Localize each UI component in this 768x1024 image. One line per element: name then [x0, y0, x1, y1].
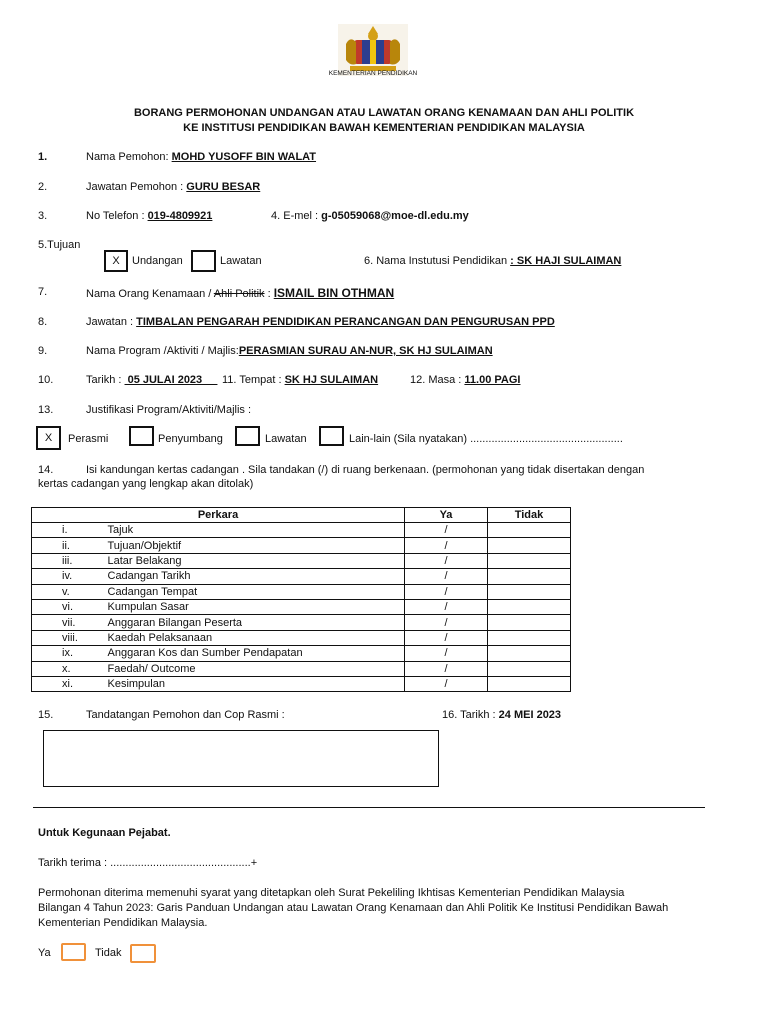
application-date-field — [442, 709, 561, 721]
field-3-number: 3. — [38, 210, 48, 222]
venue-label: 11. Tempat : — [222, 374, 285, 386]
officiate-check-mark: X — [44, 432, 53, 444]
logo-text: KEMENTERIAN PENDIDIKAN — [328, 70, 418, 77]
row-item: Anggaran Bilangan Peserta — [104, 615, 405, 630]
row-ya-cell[interactable]: / — [405, 538, 488, 553]
invitation-option-label: Undangan — [132, 255, 183, 267]
applicant-name-field — [86, 151, 316, 163]
program-name-value: PERASMIAN SURAU AN-NUR, SK HJ SULAIMAN — [238, 345, 493, 357]
row-tidak-cell[interactable] — [488, 584, 571, 599]
header-perkara: Perkara — [32, 508, 405, 523]
field-14-number: 14. — [38, 464, 54, 476]
office-use-title: Untuk Kegunaan Pejabat. — [38, 827, 171, 839]
applicant-name-value: MOHD YUSOFF BIN WALAT — [171, 151, 317, 163]
row-tidak-cell[interactable] — [488, 523, 571, 538]
approved-yes-checkbox[interactable] — [61, 943, 86, 961]
field-2-number: 2. — [38, 181, 48, 193]
applicant-position-value: GURU BESAR — [186, 181, 261, 193]
table-row — [32, 630, 571, 645]
row-item: Kumpulan Sasar — [104, 599, 405, 614]
venue-field — [222, 374, 378, 386]
program-name-field — [86, 345, 493, 357]
row-ya-cell[interactable]: / — [405, 676, 488, 691]
email-value: g-05059068@moe-dl.edu.my — [321, 210, 469, 222]
approved-no-label: Tidak — [95, 947, 122, 959]
row-number: ii. — [32, 538, 104, 553]
approved-no-checkbox[interactable] — [130, 944, 156, 963]
row-ya-cell[interactable]: / — [405, 630, 488, 645]
vip-position-value: TIMBALAN PENGARAH PENDIDIKAN PERANCANGAN DAN PENGURUSAN PPD — [136, 316, 555, 328]
row-number: x. — [32, 661, 104, 676]
others-checkbox[interactable] — [319, 426, 344, 446]
others-option-label: Lain-lain (Sila nyatakan) .................................................. — [349, 433, 623, 445]
applicant-name-label: Nama Pemohon: — [86, 151, 172, 163]
table-row — [32, 584, 571, 599]
institution-label: 6. Nama Instutusi Pendidikan — [364, 255, 511, 267]
form-title-line2: KE INSTITUSI PENDIDIKAN BAWAH KEMENTERIAN PENDIDIKAN MALAYSIA — [183, 122, 585, 134]
phone-field — [86, 210, 212, 222]
institution-field — [364, 255, 621, 267]
program-name-label: Nama Program /Aktiviti / Majlis: — [86, 345, 239, 357]
vip-name-label: Nama Orang Kenamaan / — [86, 288, 214, 300]
row-number: viii. — [32, 630, 104, 645]
applicant-position-field — [86, 181, 260, 193]
row-ya-cell[interactable]: / — [405, 553, 488, 568]
invitation-check-mark: X — [112, 255, 120, 267]
date-value: 05 JULAI 2023 — [124, 374, 218, 386]
vip-name-colon: : — [264, 288, 274, 300]
field-15-number: 15. — [38, 709, 54, 721]
visit-option-label: Lawatan — [220, 255, 262, 267]
row-number: v. — [32, 584, 104, 599]
section-divider — [33, 807, 705, 808]
vip-name-value: ISMAIL BIN OTHMAN — [273, 286, 395, 300]
table-row — [32, 523, 571, 538]
row-item: Kesimpulan — [104, 676, 405, 691]
row-number: iii. — [32, 553, 104, 568]
row-ya-cell[interactable]: / — [405, 615, 488, 630]
ministry-logo — [318, 22, 428, 90]
contributor-option-label: Penyumbang — [158, 433, 223, 445]
row-item: Cadangan Tarikh — [104, 569, 405, 584]
time-label: 12. Masa : — [410, 374, 465, 386]
table-row — [32, 661, 571, 676]
row-item: Tujuan/Objektif — [104, 538, 405, 553]
signature-box[interactable] — [43, 730, 439, 787]
row-tidak-cell[interactable] — [488, 661, 571, 676]
row-item: Anggaran Kos dan Sumber Pendapatan — [104, 646, 405, 661]
email-label: 4. E-mel : — [271, 210, 322, 222]
field-1-number: 1. — [38, 151, 48, 163]
row-tidak-cell[interactable] — [488, 676, 571, 691]
vip-name-field — [86, 286, 394, 300]
table-row — [32, 676, 571, 691]
row-ya-cell[interactable]: / — [405, 599, 488, 614]
institution-value: : SK HAJI SULAIMAN — [510, 255, 622, 267]
date-field — [86, 374, 217, 386]
field-9-number: 9. — [38, 345, 48, 357]
application-date-label: 16. Tarikh : — [442, 709, 499, 721]
row-number: vii. — [32, 615, 104, 630]
row-tidak-cell[interactable] — [488, 630, 571, 645]
row-number: vi. — [32, 599, 104, 614]
row-number: iv. — [32, 569, 104, 584]
signature-label: Tandatangan Pemohon dan Cop Rasmi : — [86, 709, 285, 721]
proposal-instruction-line1: Isi kandungan kertas cadangan . Sila tandakan (/) di ruang berkenaan. (permohonan yang tidak disertakan dengan — [86, 464, 645, 476]
row-ya-cell[interactable]: / — [405, 523, 488, 538]
row-item: Faedah/ Outcome — [104, 661, 405, 676]
visit-justification-label: Lawatan — [265, 433, 307, 445]
table-header-row — [32, 508, 571, 523]
vip-position-field — [86, 316, 555, 328]
date-label: Tarikh : — [86, 374, 125, 386]
phone-label: No Telefon : — [86, 210, 148, 222]
purpose-label: 5.Tujuan — [38, 239, 81, 251]
time-field — [410, 374, 520, 386]
officiate-option-label: Perasmi — [68, 433, 109, 445]
table-row — [32, 538, 571, 553]
applicant-position-label: Jawatan Pemohon : — [86, 181, 187, 193]
row-tidak-cell[interactable] — [488, 538, 571, 553]
row-tidak-cell[interactable] — [488, 646, 571, 661]
field-7-number: 7. — [38, 286, 48, 298]
row-number: i. — [32, 523, 104, 538]
header-tidak: Tidak — [488, 508, 571, 523]
row-ya-cell[interactable]: / — [405, 646, 488, 661]
email-field — [271, 210, 469, 222]
officiate-checkbox[interactable] — [36, 426, 61, 450]
justification-label: Justifikasi Program/Aktiviti/Majlis : — [86, 404, 252, 416]
visit-checkbox[interactable] — [191, 250, 216, 272]
office-paragraph-line3: Kementerian Pendidikan Malaysia. — [38, 917, 208, 929]
application-date-value: 24 MEI 2023 — [498, 709, 562, 721]
received-date-field: Tarikh terima : ..............................................+ — [38, 857, 258, 869]
row-tidak-cell[interactable] — [488, 615, 571, 630]
header-ya: Ya — [405, 508, 488, 523]
office-paragraph-line2: Bilangan 4 Tahun 2023: Garis Panduan Undangan atau Lawatan Orang Kenamaan dan Ahli Politik Ke Institusi Pendidikan Bawah — [38, 902, 669, 914]
field-8-number: 8. — [38, 316, 48, 328]
time-value: 11.00 PAGI — [464, 374, 521, 386]
form-title-line1: BORANG PERMOHONAN UNDANGAN ATAU LAWATAN ORANG KENAMAAN DAN AHLI POLITIK — [133, 107, 635, 119]
invitation-checkbox[interactable] — [104, 250, 128, 272]
row-item: Cadangan Tempat — [104, 584, 405, 599]
table-row — [32, 599, 571, 614]
politician-label-struck: Ahli Politik — [213, 288, 265, 300]
row-item: Latar Belakang — [104, 553, 405, 568]
row-tidak-cell[interactable] — [488, 569, 571, 584]
row-ya-cell[interactable]: / — [405, 569, 488, 584]
vip-position-label: Jawatan : — [86, 316, 137, 328]
proposal-checklist-table — [31, 507, 571, 692]
coat-of-arms-icon — [318, 22, 428, 90]
row-number: ix. — [32, 646, 104, 661]
contributor-checkbox[interactable] — [129, 426, 154, 446]
field-13-number: 13. — [38, 404, 54, 416]
venue-value: SK HJ SULAIMAN — [284, 374, 379, 386]
row-item: Kaedah Pelaksanaan — [104, 630, 405, 645]
phone-value: 019-4809921 — [147, 210, 213, 222]
row-ya-cell[interactable]: / — [405, 584, 488, 599]
approved-yes-label: Ya — [38, 947, 51, 959]
row-item: Tajuk — [104, 523, 405, 538]
table-row — [32, 615, 571, 630]
proposal-instruction-line2: kertas cadangan yang lengkap akan ditolak) — [38, 478, 254, 490]
row-tidak-cell[interactable] — [488, 553, 571, 568]
row-tidak-cell[interactable] — [488, 599, 571, 614]
row-ya-cell[interactable]: / — [405, 661, 488, 676]
table-row — [32, 646, 571, 661]
visit-justification-checkbox[interactable] — [235, 426, 260, 446]
office-paragraph-line1: Permohonan diterima memenuhi syarat yang ditetapkan oleh Surat Pekeliling Ikhtisas Kementerian Pendidikan Malaysia — [38, 887, 625, 899]
row-number: xi. — [32, 676, 104, 691]
field-10-number: 10. — [38, 374, 54, 386]
table-row — [32, 569, 571, 584]
table-row — [32, 553, 571, 568]
